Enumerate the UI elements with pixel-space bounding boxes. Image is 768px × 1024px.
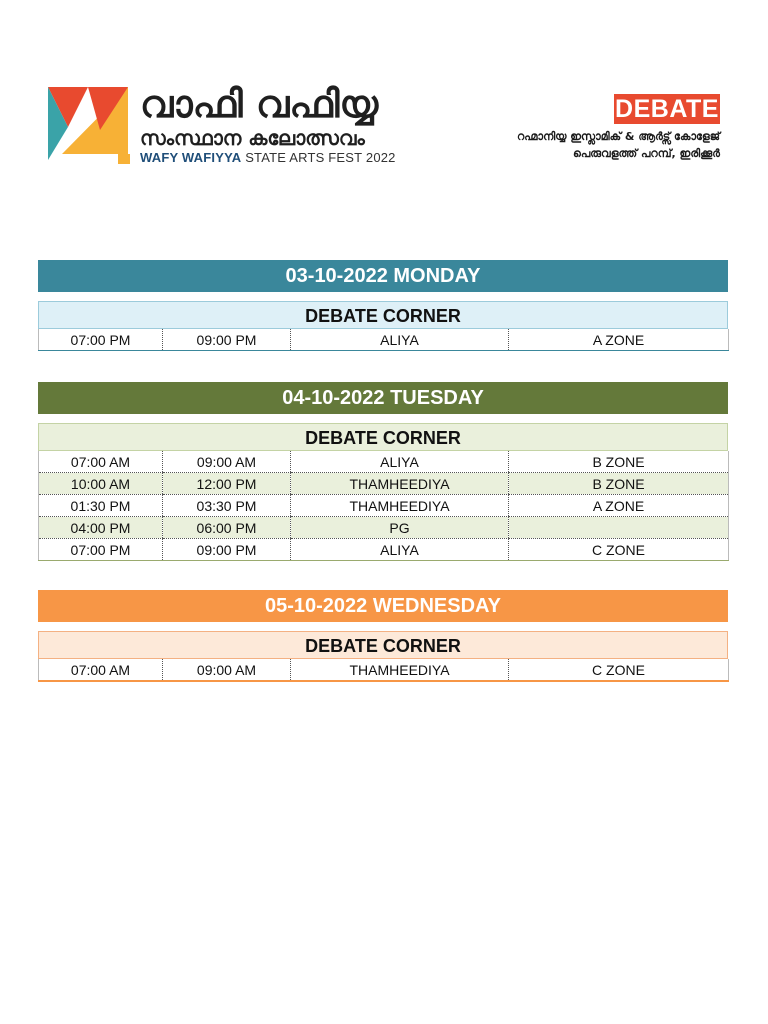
zone: A ZONE (509, 495, 729, 517)
debate-badge: DEBATE (615, 95, 719, 123)
schedule-table (38, 659, 729, 682)
end-time: 09:00 AM (163, 659, 291, 681)
start-time: 04:00 PM (39, 517, 163, 539)
category: ALIYA (291, 451, 509, 473)
zone: C ZONE (509, 539, 729, 561)
end-time: 09:00 PM (163, 539, 291, 561)
category: THAMHEEDIYA (291, 473, 509, 495)
fest-name-bold: WAFY WAFIYYA (140, 150, 242, 165)
college-address (517, 128, 720, 162)
fest-logo-icon (48, 82, 133, 167)
start-time: 07:00 PM (39, 329, 163, 351)
day-schedule-monday (38, 260, 728, 351)
college-location: പെരുവളത്ത് പറമ്പ്, ഇരിക്കൂർ (572, 147, 720, 160)
table-row (39, 539, 729, 561)
category: THAMHEEDIYA (291, 495, 509, 517)
end-time: 09:00 PM (163, 329, 291, 351)
category: ALIYA (291, 329, 509, 351)
table-row (39, 517, 729, 539)
table-row (39, 495, 729, 517)
day-schedule-tuesday (38, 382, 728, 561)
day-heading: 03-10-2022 MONDAY (38, 260, 728, 292)
zone: B ZONE (509, 451, 729, 473)
table-row (39, 659, 729, 681)
fest-logo (48, 60, 396, 180)
category: THAMHEEDIYA (291, 659, 509, 681)
start-time: 10:00 AM (39, 473, 163, 495)
venue-heading: DEBATE CORNER (38, 301, 728, 329)
college-name: റഹ്മാനിയ്യ ഇസ്ലാമിക് & ആർട്സ് കോളേജ് (516, 130, 720, 143)
table-row (39, 451, 729, 473)
venue-heading: DEBATE CORNER (38, 631, 728, 659)
page-header (0, 0, 768, 200)
category: ALIYA (291, 539, 509, 561)
end-time: 06:00 PM (163, 517, 291, 539)
fest-subtitle-malayalam: സംസ്ഥാന കലോത്സവം (140, 126, 365, 150)
start-time: 01:30 PM (39, 495, 163, 517)
zone: C ZONE (509, 659, 729, 681)
end-time: 03:30 PM (163, 495, 291, 517)
venue-heading: DEBATE CORNER (38, 423, 728, 451)
end-time: 12:00 PM (163, 473, 291, 495)
day-heading: 05-10-2022 WEDNESDAY (38, 590, 728, 622)
schedule-table (38, 451, 729, 561)
day-heading: 04-10-2022 TUESDAY (38, 382, 728, 414)
table-row (39, 473, 729, 495)
zone: B ZONE (509, 473, 729, 495)
end-time: 09:00 AM (163, 451, 291, 473)
zone (509, 517, 729, 539)
table-row (39, 329, 729, 351)
fest-title-malayalam: വാഫി വഫിയ്യ (140, 82, 379, 126)
schedule-table (38, 329, 729, 351)
fest-name-english (140, 150, 396, 165)
fest-name-rest: STATE ARTS FEST 2022 (245, 150, 396, 165)
start-time: 07:00 AM (39, 659, 163, 681)
zone: A ZONE (509, 329, 729, 351)
category: PG (291, 517, 509, 539)
start-time: 07:00 PM (39, 539, 163, 561)
day-schedule-wednesday (38, 590, 728, 682)
start-time: 07:00 AM (39, 451, 163, 473)
